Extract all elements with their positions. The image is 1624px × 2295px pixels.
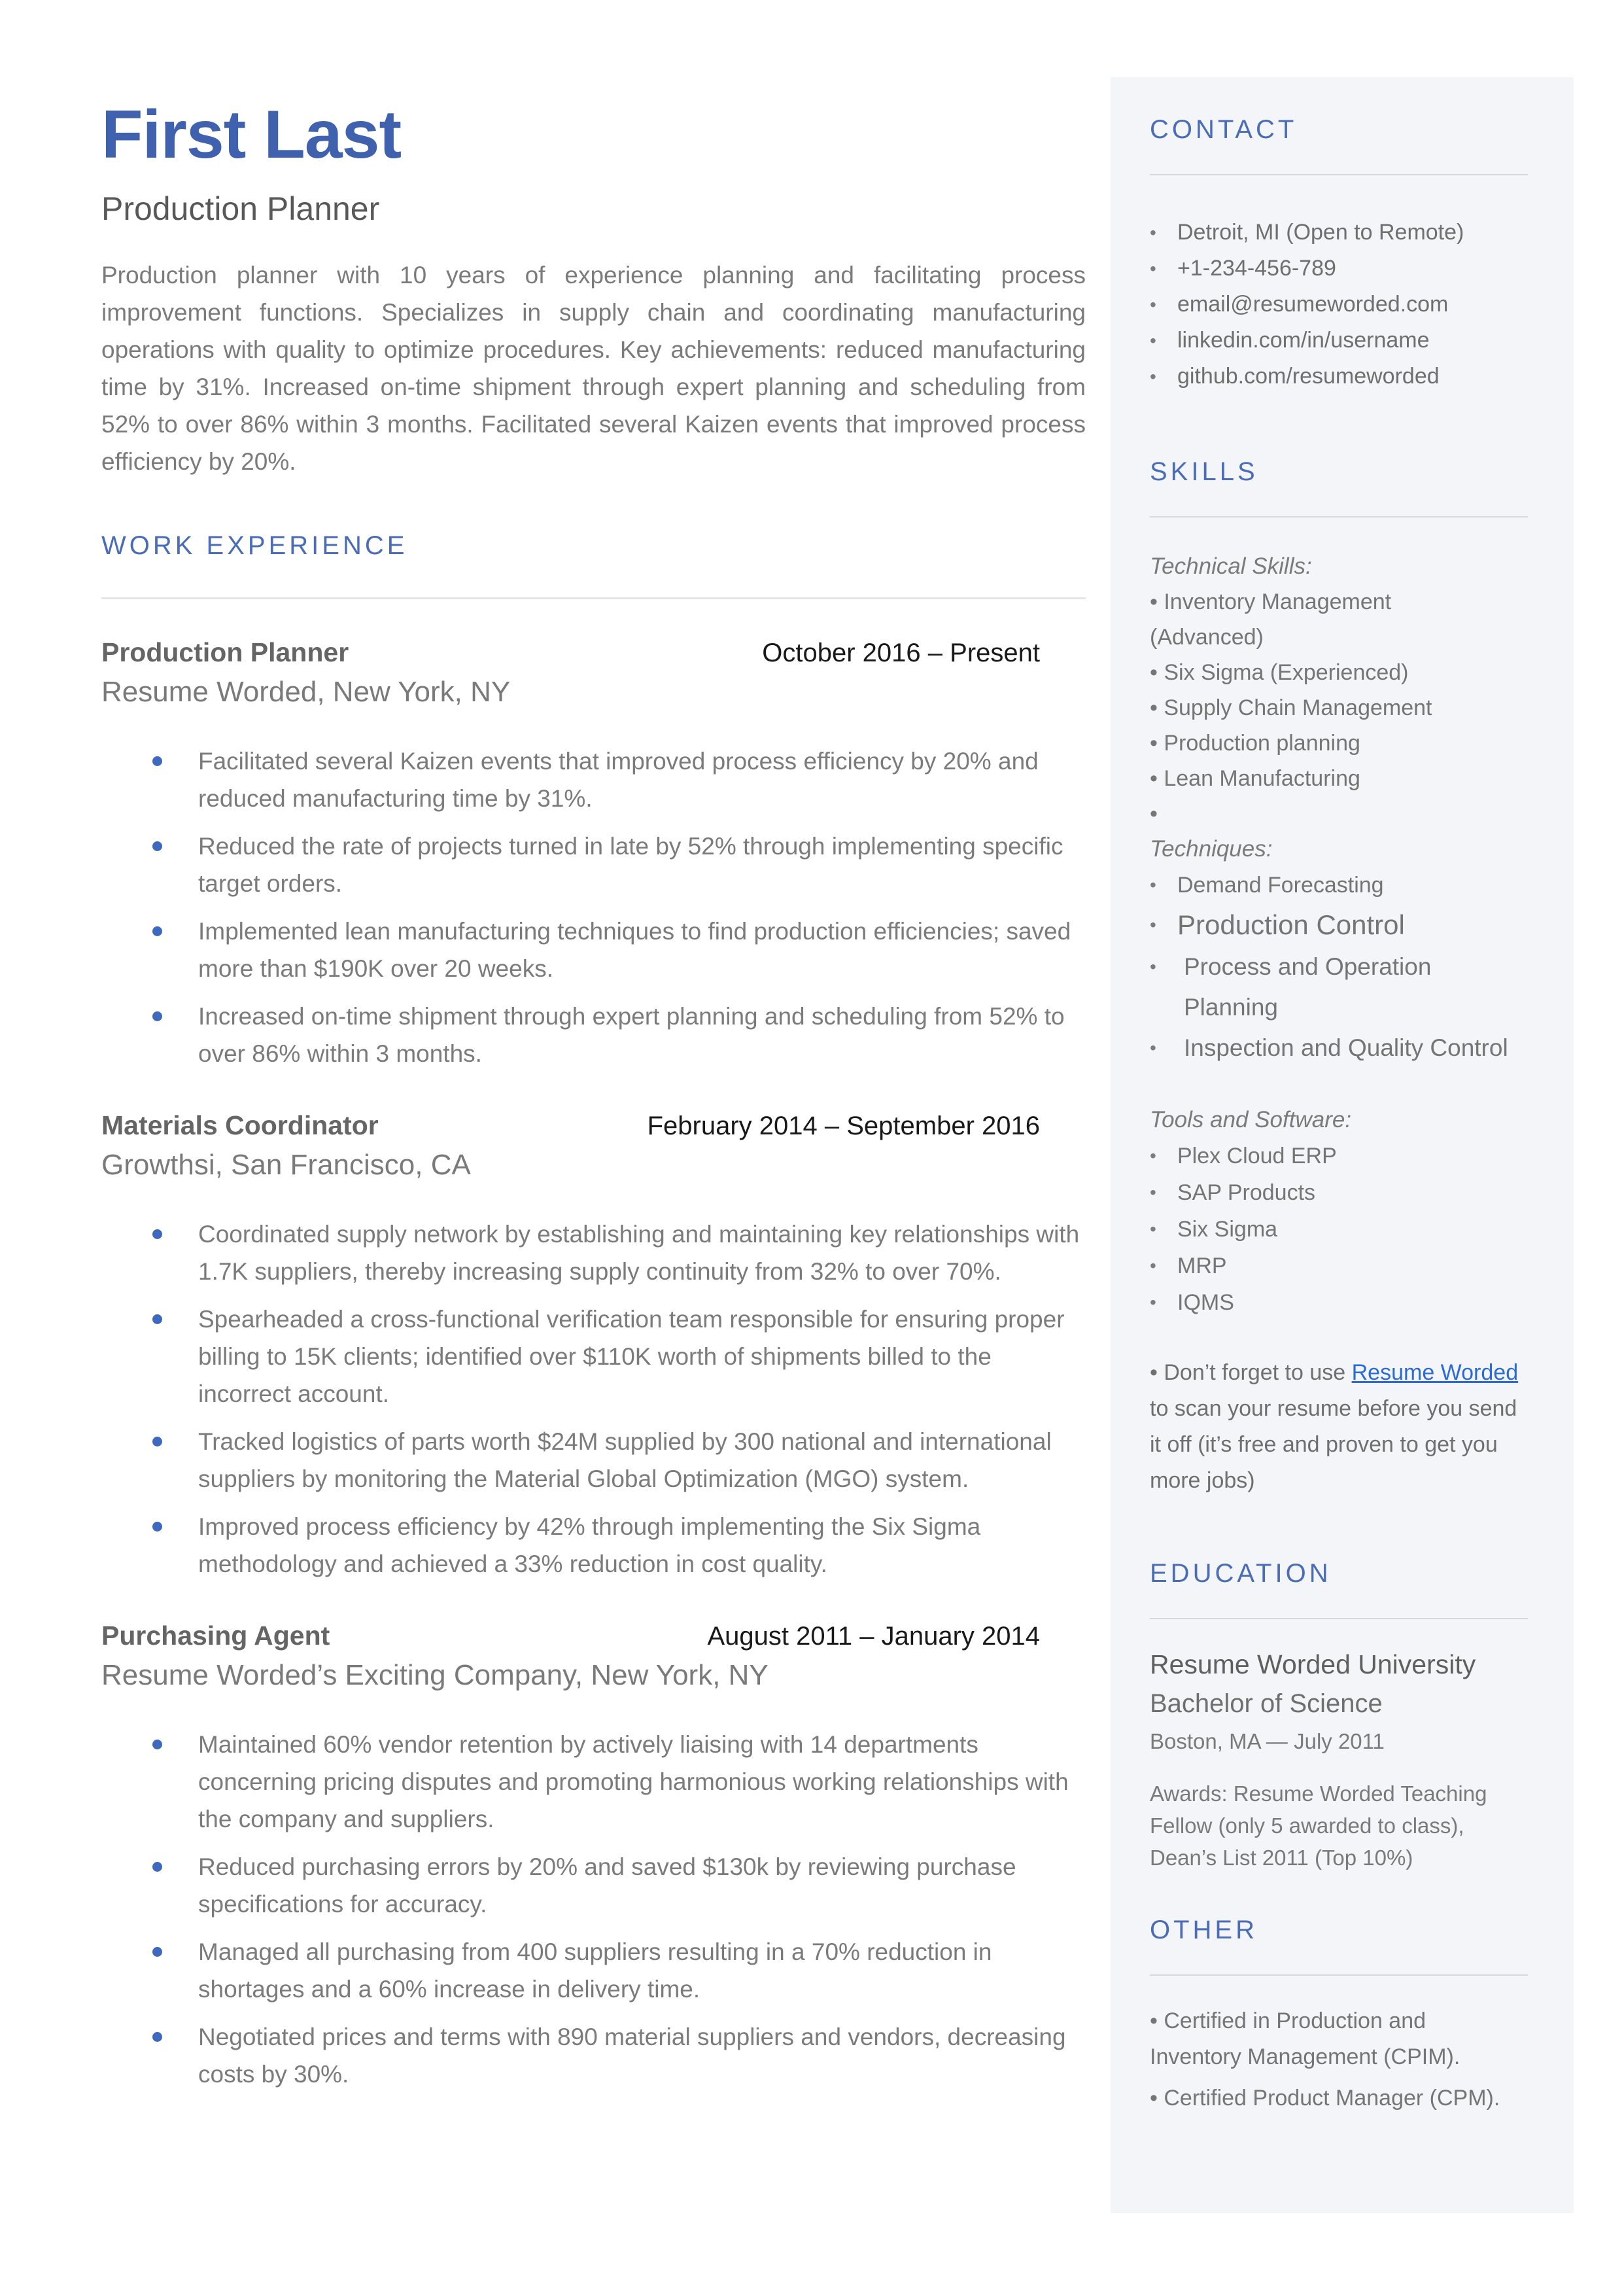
bullet-dot-icon [152, 1011, 162, 1021]
tool-item [1150, 1138, 1528, 1174]
bullet-dot-icon [152, 756, 162, 766]
bullet-glyph: • [1150, 956, 1156, 977]
skills-content [1150, 549, 1528, 1499]
job-bullet [101, 1726, 1086, 1838]
skill-item: • Production planning [1150, 731, 1360, 756]
bullet-glyph: • [1150, 1038, 1156, 1058]
job-bullet [101, 998, 1086, 1072]
note-prefix: • Don’t forget to use [1150, 1360, 1352, 1385]
job-title: Production Planner [101, 637, 349, 668]
skill-item: • Six Sigma (Experienced) [1150, 660, 1409, 685]
bullet-dot-icon [152, 1947, 162, 1957]
bullet-dot-icon [152, 1314, 162, 1324]
education-divider [1150, 1618, 1528, 1619]
education-awards: Awards: Resume Worded Teaching Fellow (only 5 awarded to class), Dean’s List 2011 (Top 10%) [1150, 1781, 1487, 1870]
contact-item-github [1150, 359, 1528, 394]
tool-item-text: IQMS [1177, 1290, 1234, 1315]
other-item-cpim: • Certified in Production and Inventory Management (CPIM). [1150, 2008, 1460, 2069]
tool-item [1150, 1248, 1528, 1284]
skill-item: • Supply Chain Management [1150, 695, 1432, 720]
tool-item-text: SAP Products [1177, 1180, 1316, 1205]
contact-list [1150, 215, 1528, 394]
job-purchasing-agent [101, 1621, 1086, 2093]
job-bullet-text: Managed all purchasing from 400 suppliers resulting in a 70% reduction in shortages and a 60% increase in delivery time. [198, 1938, 992, 2003]
work-experience-heading: WORK EXPERIENCE [101, 531, 408, 561]
job-header [101, 637, 1086, 668]
job-bullet-text: Spearheaded a cross-functional verification team responsible for ensuring proper billing to 15K clients; identified over $110K worth of shipments billed to the incorrect account. [198, 1306, 1065, 1408]
tools-software-label: Tools and Software: [1150, 1107, 1352, 1132]
bullet-glyph: • [1150, 330, 1156, 351]
job-bullet-text: Maintained 60% vendor retention by actively liaising with 14 departments concerning pricing disputes and promoting harmonious working relationships with the company and suppliers. [198, 1731, 1069, 1833]
bullet-glyph: • [1150, 258, 1156, 279]
resume-worded-note [1150, 1355, 1528, 1499]
job-bullet [101, 1301, 1086, 1412]
bullet-glyph: • [1150, 875, 1156, 895]
tool-item [1150, 1174, 1528, 1211]
work-experience-divider [101, 597, 1086, 599]
main-column [101, 98, 1086, 2103]
job-header [101, 1621, 1086, 1651]
contact-section [1150, 115, 1528, 394]
person-title: Production Planner [101, 190, 380, 228]
job-bullet-text: Tracked logistics of parts worth $24M supplied by 300 national and international suppliers by monitoring the Material Global Optimization (MGO) system. [198, 1428, 1052, 1493]
note-suffix: to scan your resume before you send it off (it’s free and proven to get you more jobs) [1150, 1396, 1517, 1493]
contact-item-text: Detroit, MI (Open to Remote) [1177, 220, 1464, 245]
bullet-glyph: • [1150, 1146, 1156, 1166]
resume-worded-link[interactable]: Resume Worded [1351, 1360, 1519, 1385]
job-header [101, 1110, 1086, 1141]
bullet-glyph: • [1150, 1292, 1156, 1312]
job-bullet [101, 2018, 1086, 2093]
tool-item-text: Six Sigma [1177, 1217, 1278, 1242]
tools-list [1150, 1138, 1528, 1321]
technique-item [1150, 1028, 1528, 1068]
technical-skills-label: Technical Skills: [1150, 553, 1312, 579]
education-content [1150, 1649, 1528, 1874]
job-company: Resume Worded, New York, NY [101, 676, 511, 709]
job-bullet [101, 1848, 1086, 1923]
contact-item-phone [1150, 251, 1528, 287]
technique-item [1150, 867, 1528, 903]
education-section [1150, 1559, 1528, 1874]
job-bullet [101, 1423, 1086, 1498]
technique-item [1150, 903, 1528, 947]
other-list [1150, 2003, 1516, 2116]
skills-section [1150, 457, 1528, 1499]
job-company: Growthsi, San Francisco, CA [101, 1149, 471, 1182]
bullet-glyph: • [1150, 1182, 1156, 1202]
bullet-glyph: • [1150, 294, 1156, 315]
contact-item-text: email@resumeworded.com [1177, 292, 1449, 317]
job-bullet-text: Reduced purchasing errors by 20% and saved $130k by reviewing purchase specifications for accuracy. [198, 1853, 1016, 1918]
job-bullet-text: Increased on-time shipment through expert planning and scheduling from 52% to over 86% within 3 months. [198, 1003, 1065, 1068]
bullet-dot-icon [152, 1522, 162, 1532]
technique-item-text: Process and Operation Planning [1184, 953, 1432, 1021]
job-bullet [101, 1216, 1086, 1290]
skill-item: • Lean Manufacturing [1150, 766, 1360, 791]
bullet-dot-icon [152, 841, 162, 851]
job-bullet [101, 913, 1086, 987]
technique-item-text: Demand Forecasting [1177, 873, 1384, 898]
job-bullet-text: Improved process efficiency by 42% through implementing the Six Sigma methodology and achieved a 33% reduction in cost quality. [198, 1513, 981, 1578]
tool-item [1150, 1284, 1528, 1321]
job-bullet [101, 743, 1086, 817]
bullet-glyph: • [1150, 366, 1156, 387]
job-bullet-list [101, 743, 1086, 1072]
job-dates: February 2014 – September 2016 [647, 1112, 1040, 1141]
contact-item-location [1150, 215, 1528, 251]
bullet-dot-icon [152, 2032, 162, 2042]
job-bullet-text: Coordinated supply network by establishing and maintaining key relationships with 1.7K suppliers, thereby increasing supply continuity from 32% to over 70%. [198, 1221, 1080, 1286]
job-bullet-list [101, 1216, 1086, 1583]
bullet-dot-icon [152, 1862, 162, 1872]
job-title: Purchasing Agent [101, 1621, 330, 1651]
bullet-glyph: • [1150, 915, 1156, 935]
tool-item-text: Plex Cloud ERP [1177, 1144, 1337, 1168]
tool-item [1150, 1211, 1528, 1248]
job-bullet [101, 1933, 1086, 2008]
summary-paragraph: Production planner with 10 years of experience planning and facilitating process improvement functions. Specializes in supply chain and coordinating manufacturing operations with quality to optimize procedures. Key achievements: reduced manufacturing time by 31%. Increased on-time shipment through expert planning and scheduling from 52% to over 86% within 3 months. Facilitated several Kaizen events that improved process efficiency by 20%. [101, 262, 1086, 476]
contact-item-text: linkedin.com/in/username [1177, 328, 1430, 353]
other-heading: OTHER [1150, 1916, 1258, 1944]
technique-item [1150, 947, 1528, 1028]
sidebar [1111, 77, 1574, 2213]
bullet-glyph: • [1150, 1219, 1156, 1239]
education-school: Resume Worded University [1150, 1649, 1476, 1679]
bullet-glyph: • [1150, 222, 1156, 243]
technique-item-text: Production Control [1177, 909, 1405, 940]
job-bullet-text: Negotiated prices and terms with 890 material suppliers and vendors, decreasing costs by 30%. [198, 2023, 1066, 2088]
contact-item-text: github.com/resumeworded [1177, 364, 1440, 389]
skills-heading: SKILLS [1150, 457, 1258, 486]
education-heading: EDUCATION [1150, 1559, 1332, 1588]
contact-item-email [1150, 287, 1528, 323]
job-dates: October 2016 – Present [762, 639, 1040, 668]
bullet-glyph: • [1150, 1255, 1156, 1276]
job-company: Resume Worded’s Exciting Company, New York, NY [101, 1659, 769, 1692]
job-production-planner [101, 637, 1086, 1072]
other-item-cpm: • Certified Product Manager (CPM). [1150, 2086, 1500, 2111]
contact-heading: CONTACT [1150, 115, 1298, 144]
bullet-dot-icon [152, 926, 162, 936]
techniques-label: Techniques: [1150, 836, 1273, 862]
job-bullet [101, 828, 1086, 902]
other-section [1150, 1916, 1528, 2116]
technical-skills-list [1150, 584, 1506, 832]
job-title: Materials Coordinator [101, 1110, 379, 1141]
job-bullet-list [101, 1726, 1086, 2093]
tool-item-text: MRP [1177, 1253, 1227, 1278]
skill-item: • Inventory Management (Advanced) [1150, 589, 1392, 650]
bullet-dot-icon [152, 1740, 162, 1749]
bullet-dot-icon [152, 1229, 162, 1239]
skills-divider [1150, 516, 1528, 517]
education-location-date: Boston, MA — July 2011 [1150, 1729, 1385, 1753]
education-degree: Bachelor of Science [1150, 1689, 1383, 1718]
job-materials-coordinator [101, 1110, 1086, 1583]
job-bullet-text: Reduced the rate of projects turned in late by 52% through implementing specific target orders. [198, 833, 1063, 898]
contact-divider [1150, 174, 1528, 175]
bullet-dot-icon [152, 1437, 162, 1446]
skill-item-empty-bullet: • [1150, 801, 1158, 826]
job-bullet [101, 1508, 1086, 1583]
other-divider [1150, 1974, 1528, 1976]
person-name: First Last [101, 97, 402, 173]
job-bullet-text: Facilitated several Kaizen events that improved process efficiency by 20% and reduced manufacturing time by 31%. [198, 748, 1039, 813]
job-bullet-text: Implemented lean manufacturing techniques to find production efficiencies; saved more than $190K over 20 weeks. [198, 918, 1071, 983]
job-dates: August 2011 – January 2014 [707, 1622, 1040, 1651]
contact-item-text: +1-234-456-789 [1177, 256, 1336, 281]
technique-item-text: Inspection and Quality Control [1184, 1034, 1508, 1061]
contact-item-linkedin [1150, 323, 1528, 359]
techniques-list [1150, 867, 1528, 1068]
